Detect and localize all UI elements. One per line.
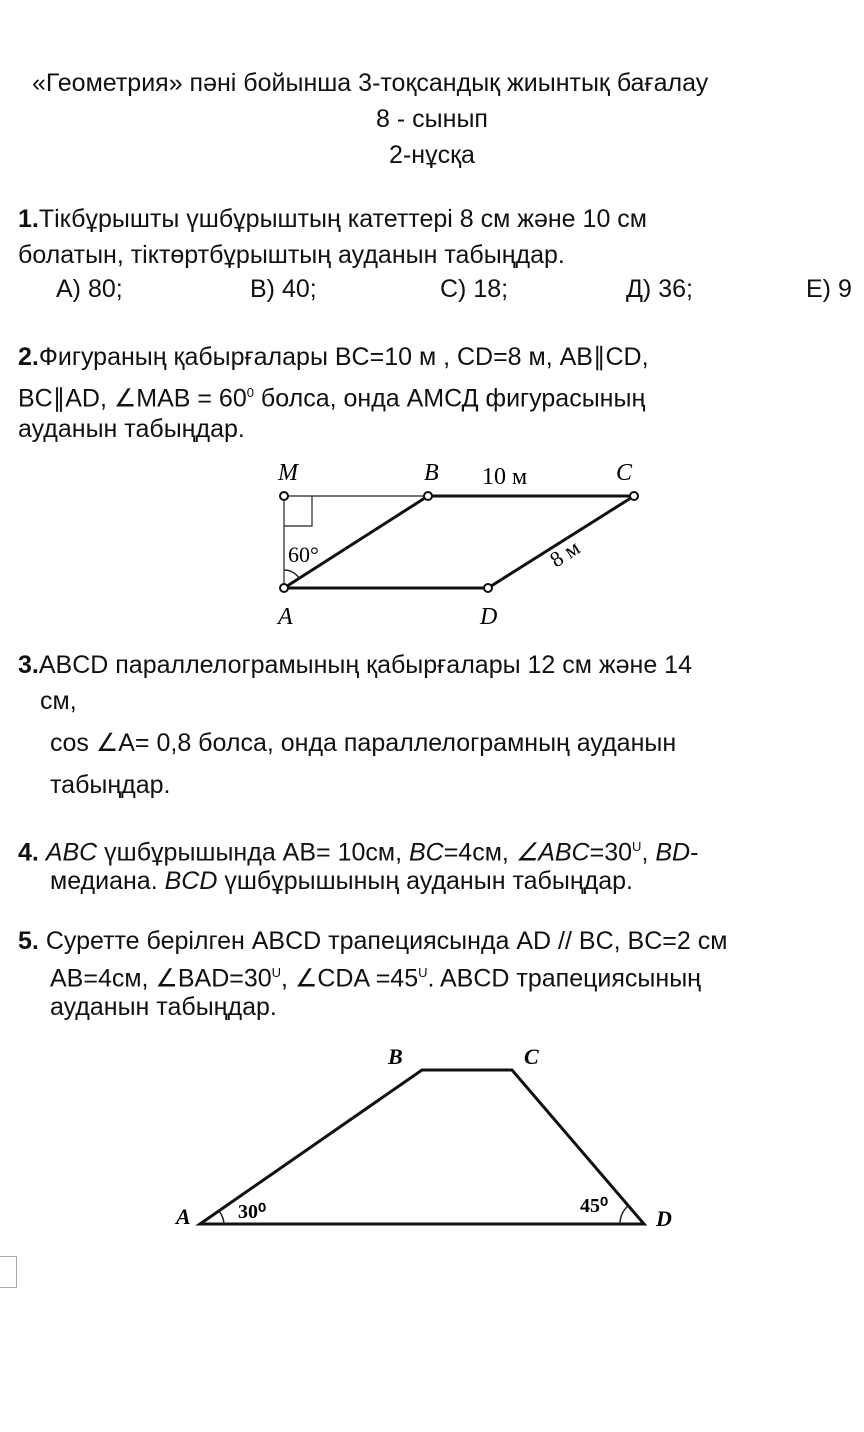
point-c [630, 492, 638, 500]
label-d: D [480, 604, 498, 630]
point-b [424, 492, 432, 500]
task-1-option-e: Е) 9 [806, 275, 852, 303]
task-1-option-a: А) 80; [56, 275, 123, 303]
label-d: D [656, 1206, 672, 1231]
label-angle-60: 60° [288, 542, 319, 567]
task-4-line-1: 4. ABC үшбұрышында AB= 10см, BC=4см, $\angle ABC=30^U$, BD- [18, 838, 699, 867]
task-3-line-2: см, [40, 687, 77, 715]
label-angle-45: 45⁰ [580, 1195, 609, 1217]
angle-arc-a [284, 570, 299, 578]
task-2-line-1: 2.Фигураның қабырғалары BC=10 м , CD=8 м, AB∥CD, [18, 343, 649, 371]
task-5-line-3: ауданын табыңдар. [50, 993, 277, 1021]
variant-label: 2-нұсқа [389, 141, 475, 169]
label-a: A [176, 1204, 191, 1229]
task-5-line-1: 5. Суретте берілген ABCD трапециясында AD // BC, BC=2 см [18, 927, 728, 955]
page-edge-artifact [0, 1256, 17, 1288]
angle-arc-d [620, 1206, 628, 1224]
grade-label: 8 - сынып [376, 105, 488, 133]
task-4-line-2: медиана. BCD үшбұрышының ауданын табыңдар. [50, 867, 633, 895]
trapezoid-figure [160, 1040, 720, 1240]
label-cd-length: 8 м [545, 534, 585, 573]
doc-title: «Геометрия» пәні бойынша 3-тоқсандық жиынтық бағалау [32, 69, 709, 97]
angle-arc-a [219, 1211, 224, 1224]
trapezoid-abcd [200, 1070, 644, 1224]
point-a [280, 584, 288, 592]
parallelogram-figure [260, 450, 660, 630]
point-d [484, 584, 492, 592]
label-b: B [388, 1044, 403, 1069]
task-3-line-4: табыңдар. [50, 771, 171, 799]
task-1-line-1: 1.Тікбұрышты үшбұрыштың катеттері 8 см және 10 см [18, 205, 647, 233]
task-1-option-b: В) 40; [250, 275, 317, 303]
label-a: A [278, 604, 293, 630]
task-5-line-2: AB=4см, $\angle BAD=30^U$, ∠CDA $=45^U$. ABCD трапециясының [50, 964, 701, 993]
task-3-line-3: cos ∠A= 0,8 болса, онда параллелограмның ауданын [50, 729, 677, 757]
task-1-option-d: Д) 36; [626, 275, 693, 303]
task-1-option-c: С) 18; [440, 275, 509, 303]
label-c: C [616, 460, 633, 486]
label-b: B [424, 460, 439, 486]
label-bc-length: 10 м [482, 464, 528, 490]
label-angle-30: 30⁰ [238, 1201, 267, 1223]
right-angle-mark [284, 496, 312, 526]
task-2-line-3: ауданын табыңдар. [18, 415, 245, 443]
task-2-line-2: BC∥AD, ∠MAB = $60^0$ болса, онда АМСД фигурасының [18, 384, 646, 413]
label-c: C [524, 1044, 539, 1069]
parallelogram-abcd [284, 496, 634, 588]
task-3-line-1: 3.ABCD параллелограмының қабырғалары 12 см және 14 [18, 651, 692, 679]
label-m: M [278, 460, 298, 486]
task-1-line-2: болатын, тіктөртбұрыштың ауданын табыңдар. [18, 241, 565, 269]
point-m [280, 492, 288, 500]
